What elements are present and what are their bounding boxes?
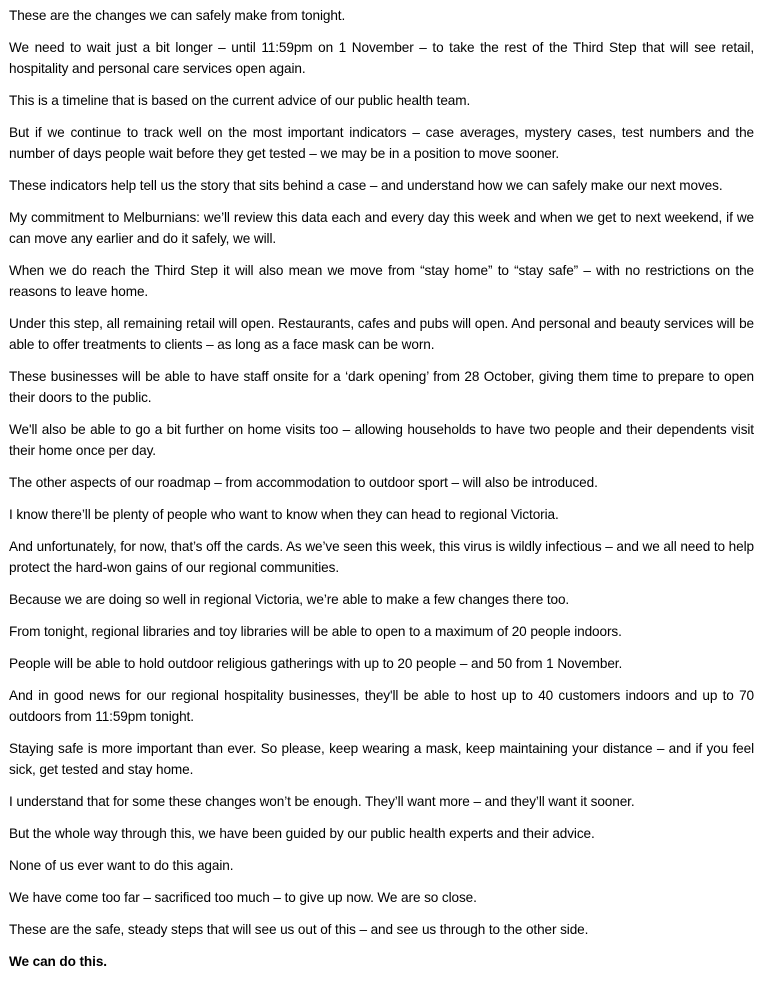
paragraph: From tonight, regional libraries and toy libraries will be able to open to a maximum of 20 people indoors. — [9, 624, 622, 639]
paragraph: I know there’ll be plenty of people who want to know when they can head to regional Victoria. — [9, 507, 559, 522]
paragraph: These businesses will be able to have staff onsite for a ‘dark opening’ from 28 October, giving them time to prepare to open their doors to the public. — [9, 369, 754, 405]
paragraph: We need to wait just a bit longer – until 11:59pm on 1 November – to take the rest of the Third Step that will see retail, hospitality and personal care services open again. — [9, 40, 754, 76]
document-body — [9, 5, 754, 972]
paragraph: The other aspects of our roadmap – from accommodation to outdoor sport – will also be introduced. — [9, 475, 598, 490]
paragraph: My commitment to Melburnians: we’ll review this data each and every day this week and when we get to next weekend, if we can move any earlier and do it safely, we will. — [9, 210, 754, 246]
paragraph: When we do reach the Third Step it will also mean we move from “stay home” to “stay safe” – with no restrictions on the reasons to leave home. — [9, 263, 754, 299]
paragraph: Because we are doing so well in regional Victoria, we’re able to make a few changes there too. — [9, 592, 570, 607]
paragraph: But if we continue to track well on the most important indicators – case averages, mystery cases, test numbers and the number of days people wait before they get tested – we may be in a position to move sooner. — [9, 125, 754, 161]
paragraph: And unfortunately, for now, that’s off the cards. As we’ve seen this week, this virus is wildly infectious – and we all need to help protect the hard-won gains of our regional communities. — [9, 539, 754, 575]
paragraph: None of us ever want to do this again. — [9, 858, 234, 873]
paragraph: People will be able to hold outdoor religious gatherings with up to 20 people – and 50 from 1 November. — [9, 656, 623, 671]
paragraph: These are the safe, steady steps that will see us out of this – and see us through to the other side. — [9, 922, 589, 937]
paragraph: We have come too far – sacrificed too much – to give up now. We are so close. — [9, 890, 477, 905]
paragraph: Under this step, all remaining retail will open. Restaurants, cafes and pubs will open. And personal and beauty services will be able to offer treatments to clients – as long as a face mask can be worn. — [9, 316, 754, 352]
paragraph: These indicators help tell us the story that sits behind a case – and understand how we can safely make our next moves. — [9, 178, 723, 193]
closing-line: We can do this. — [9, 954, 107, 969]
paragraph: These are the changes we can safely make from tonight. — [9, 8, 346, 23]
paragraph: This is a timeline that is based on the current advice of our public health team. — [9, 93, 471, 108]
paragraph: We'll also be able to go a bit further on home visits too – allowing households to have two people and their dependents visit their home once per day. — [9, 422, 754, 458]
paragraph: I understand that for some these changes won’t be enough. They’ll want more – and they’ll want it sooner. — [9, 794, 635, 809]
paragraph: Staying safe is more important than ever. So please, keep wearing a mask, keep maintaining your distance – and if you feel sick, get tested and stay home. — [9, 741, 754, 777]
paragraph: But the whole way through this, we have been guided by our public health experts and their advice. — [9, 826, 595, 841]
paragraph: And in good news for our regional hospitality businesses, they'll be able to host up to 40 customers indoors and up to 70 outdoors from 11:59pm tonight. — [9, 688, 754, 724]
